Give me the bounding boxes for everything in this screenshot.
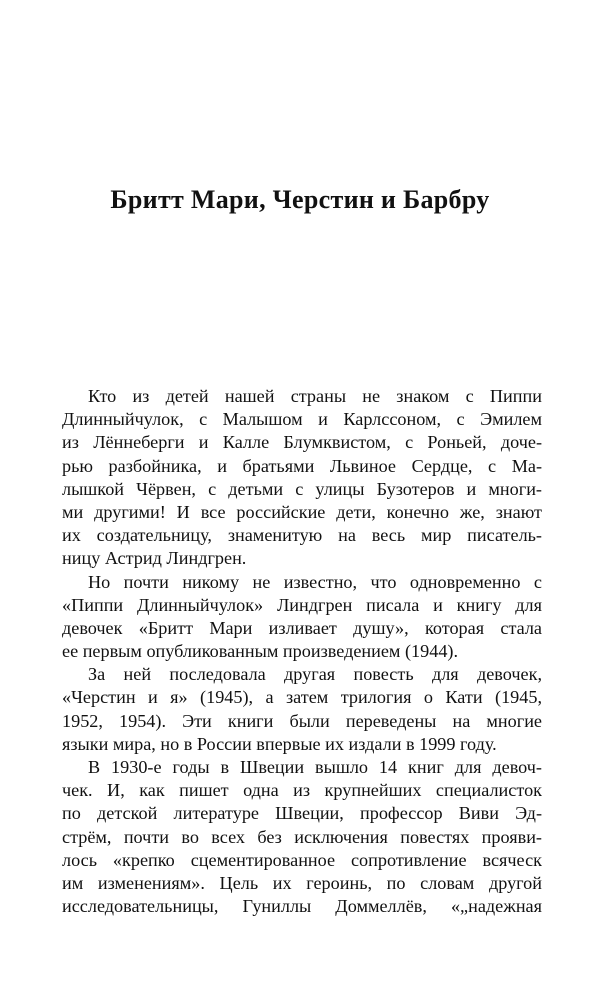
text-line: Кто из детей нашей страны не знаком с Пиппи [88,386,542,406]
text-line: 1952, 1954). Эти книги были переведены на многие [62,710,542,731]
text-line: Длинныйчулок, с Малышом и Карлссоном, с Эмилем [62,409,542,430]
text-line: им изменениям». Цель их героинь, по словам другой [62,872,542,893]
text-line: по детской литературе Швеции, профессор Виви Эд- [62,803,542,824]
chapter-body [62,385,542,918]
text-line: исследовательницы, Гуниллы Доммеллёв, «„надежная [62,896,542,917]
text-line: «Черстин и я» (1945), а затем трилогия о Кати (1945, [62,687,542,708]
text-line: Но почти никому не известно, что одновременно с [88,571,542,592]
text-line: ее первым опубликованным произведением (1944). [62,641,459,662]
text-line: рью разбойника, и братьями Львиное Сердце, с Ма- [62,455,542,476]
chapter-title: Бритт Мари, Черстин и Барбру [110,185,490,214]
text-line: чек. И, как пишет одна из крупнейших специалисток [62,780,542,801]
text-line: стрём, почти во всех без исключения повестях прояви- [62,826,542,847]
text-line: лышкой Чёрвен, с детьми с улицы Бузотеров и многи- [62,478,542,499]
text-line: В 1930-е годы в Швеции вышло 14 книг для девоч- [88,757,542,777]
text-line: За ней последовала другая повесть для девочек, [88,664,542,685]
text-line: их создательницу, знаменитую на весь мир писатель- [62,525,542,546]
text-line: ми другими! И все российские дети, конечно же, знают [62,501,542,522]
text-line: ницу Астрид Линдгрен. [62,548,247,569]
text-line: «Пиппи Длинныйчулок» Линдгрен писала и книгу для [62,594,542,615]
text-line: из Лённеберги и Калле Блумквистом, с Роньей, доче- [62,432,542,453]
text-line: девочек «Бритт Мари изливает душу», которая стала [62,617,542,638]
text-line: лось «крепко сцементированное сопротивление всяческ [62,849,542,870]
text-line: языки мира, но в России впервые их издали в 1999 году. [62,733,497,754]
